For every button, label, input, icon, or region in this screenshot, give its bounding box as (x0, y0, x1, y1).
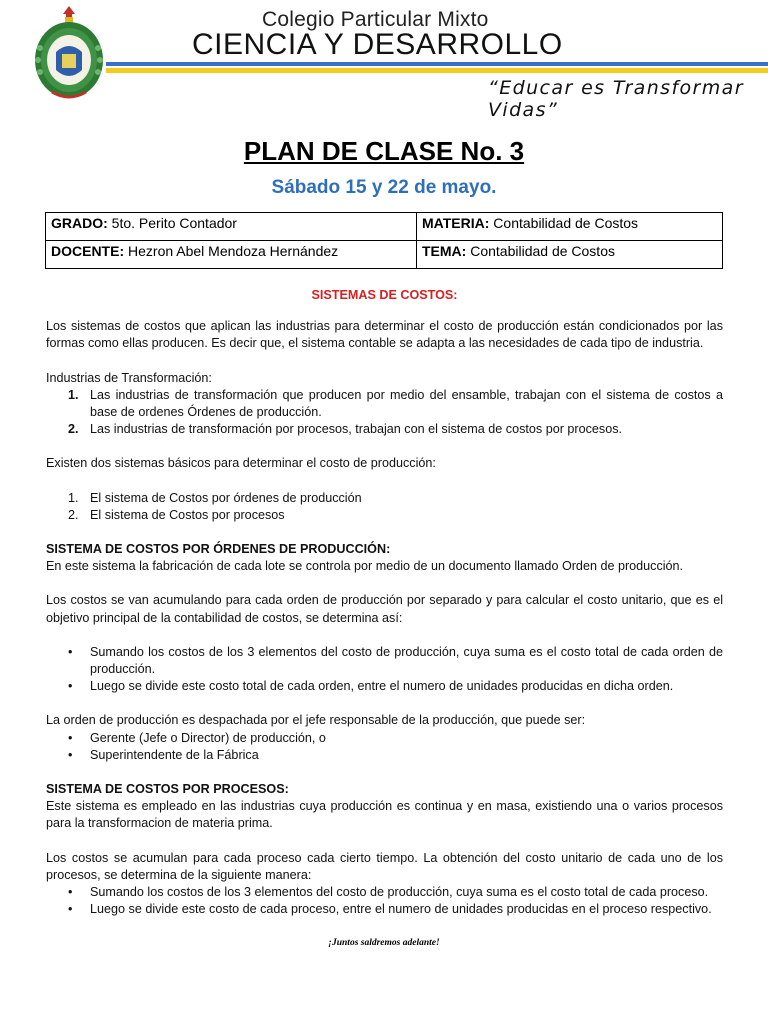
list-item-text: Luego se divide este costo total de cada orden, entre el numero de unidades producidas en dicha orden. (90, 679, 674, 694)
list-item-text: El sistema de Costos por órdenes de producción (90, 490, 362, 505)
basicos-list (46, 490, 723, 524)
list-item-text: Luego se divide este costo de cada proceso, entre el numero de unidades producidas en el proceso respectivo. (90, 902, 712, 917)
materia-value: Contabilidad de Costos (493, 215, 639, 231)
bullet-marker: • (68, 885, 73, 900)
document-body (46, 287, 723, 918)
transformacion-list (46, 387, 723, 439)
docente-value: Hezron Abel Mendoza Hernández (128, 243, 339, 259)
ordenes-bullets (46, 644, 723, 696)
header-yellow-band (106, 68, 768, 73)
ordenes-paragraph-1: En este sistema la fabricación de cada lote se controla por medio de un documento llamado Orden de producción. (46, 559, 684, 574)
procesos-paragraph-2: Los costos se acumulan para cada proceso cada cierto tiempo. La obtención del costo unitario de cada uno de los procesos, se determina de la siguiente manera: (46, 850, 723, 882)
page-header (0, 0, 768, 121)
grado-value: 5to. Perito Contador (111, 215, 237, 231)
school-name-line2: CIENCIA Y DESARROLLO (192, 28, 563, 61)
docente-cell (46, 241, 417, 269)
list-item-text: Sumando los costos de los 3 elementos del costo de producción, cuya suma es el costo total de cada orden de producción. (90, 644, 723, 677)
page-title: PLAN DE CLASE No. 3 (243, 136, 525, 166)
tema-cell (417, 241, 723, 269)
info-row-grado (46, 213, 723, 241)
procesos-paragraph-1: Este sistema es empleado en las industrias cuya producción es continua y en masa, existiendo una o varios procesos para la transformacion de materia prima. (46, 799, 723, 831)
list-item (46, 730, 723, 747)
school-name-line1: Colegio Particular Mixto (262, 8, 489, 31)
grado-cell (46, 213, 417, 241)
list-item (46, 490, 723, 507)
list-marker: 1. (68, 387, 79, 402)
procesos-heading: SISTEMA DE COSTOS POR PROCESOS: (46, 782, 289, 797)
list-item (46, 747, 723, 764)
intro-paragraph: Los sistemas de costos que aplican las industrias para determinar el costo de producción están condicionados por las formas como ellas producen. Es decir que, el sistema contable se adapta a las necesidades de cada tipo de industria. (46, 319, 723, 351)
list-item-text: El sistema de Costos por procesos (90, 507, 285, 522)
school-motto: “Educar es Transformar Vidas” (488, 77, 744, 121)
list-item (46, 387, 723, 421)
ordenes-paragraph-2: Los costos se van acumulando para cada orden de producción por separado y para calcular el costo unitario, que es el objetivo principal de la contabilidad de costos, se determina así: (46, 593, 723, 625)
docente-label: DOCENTE: (51, 243, 125, 259)
header-blue-band (106, 62, 768, 66)
despacho-bullets (46, 730, 723, 764)
list-item-text: Superintendente de la Fábrica (90, 747, 259, 762)
bullet-marker: • (68, 730, 73, 745)
list-marker: 2. (68, 422, 79, 437)
list-item (46, 901, 723, 918)
section-title: SISTEMAS DE COSTOS: (311, 288, 458, 302)
list-marker: 1. (68, 490, 79, 505)
list-item (46, 507, 723, 524)
grado-label: GRADO: (51, 215, 108, 231)
list-item (46, 421, 723, 438)
procesos-bullets (46, 884, 723, 918)
despacho-paragraph: La orden de producción es despachada por el jefe responsable de la producción, que puede ser: (46, 713, 586, 728)
ordenes-heading: SISTEMA DE COSTOS POR ÓRDENES DE PRODUCCIÓN: (46, 542, 391, 557)
tema-value: Contabilidad de Costos (470, 243, 615, 259)
list-item-text: Sumando los costos de los 3 elementos del costo de producción, cuya suma es el costo total de cada proceso. (90, 885, 709, 900)
list-marker: 2. (68, 507, 79, 522)
list-item (46, 678, 723, 695)
info-table (45, 212, 723, 269)
school-crest-logo (32, 4, 106, 102)
basicos-intro: Existen dos sistemas básicos para determinar el costo de producción: (46, 456, 436, 471)
bullet-marker: • (68, 644, 73, 659)
tema-label: TEMA: (422, 243, 467, 259)
list-item-text: Gerente (Jefe o Director) de producción, o (90, 730, 326, 745)
class-date: Sábado 15 y 22 de mayo. (271, 177, 497, 198)
list-item (46, 884, 723, 901)
bullet-marker: • (68, 747, 73, 762)
list-item (46, 644, 723, 678)
page-footer: ¡Juntos saldremos adelante! (328, 938, 440, 948)
list-item-text: Las industrias de transformación que producen por medio del ensamble, trabajan con el sistema de costos a base de ordenes Órdenes de producción. (90, 387, 723, 420)
list-item-text: Las industrias de transformación por procesos, trabajan con el sistema de costos por procesos. (90, 422, 623, 437)
info-row-docente (46, 241, 723, 269)
bullet-marker: • (68, 902, 73, 917)
materia-cell (417, 213, 723, 241)
bullet-marker: • (68, 679, 73, 694)
materia-label: MATERIA: (422, 215, 490, 231)
transformacion-heading: Industrias de Transformación: (46, 370, 212, 385)
